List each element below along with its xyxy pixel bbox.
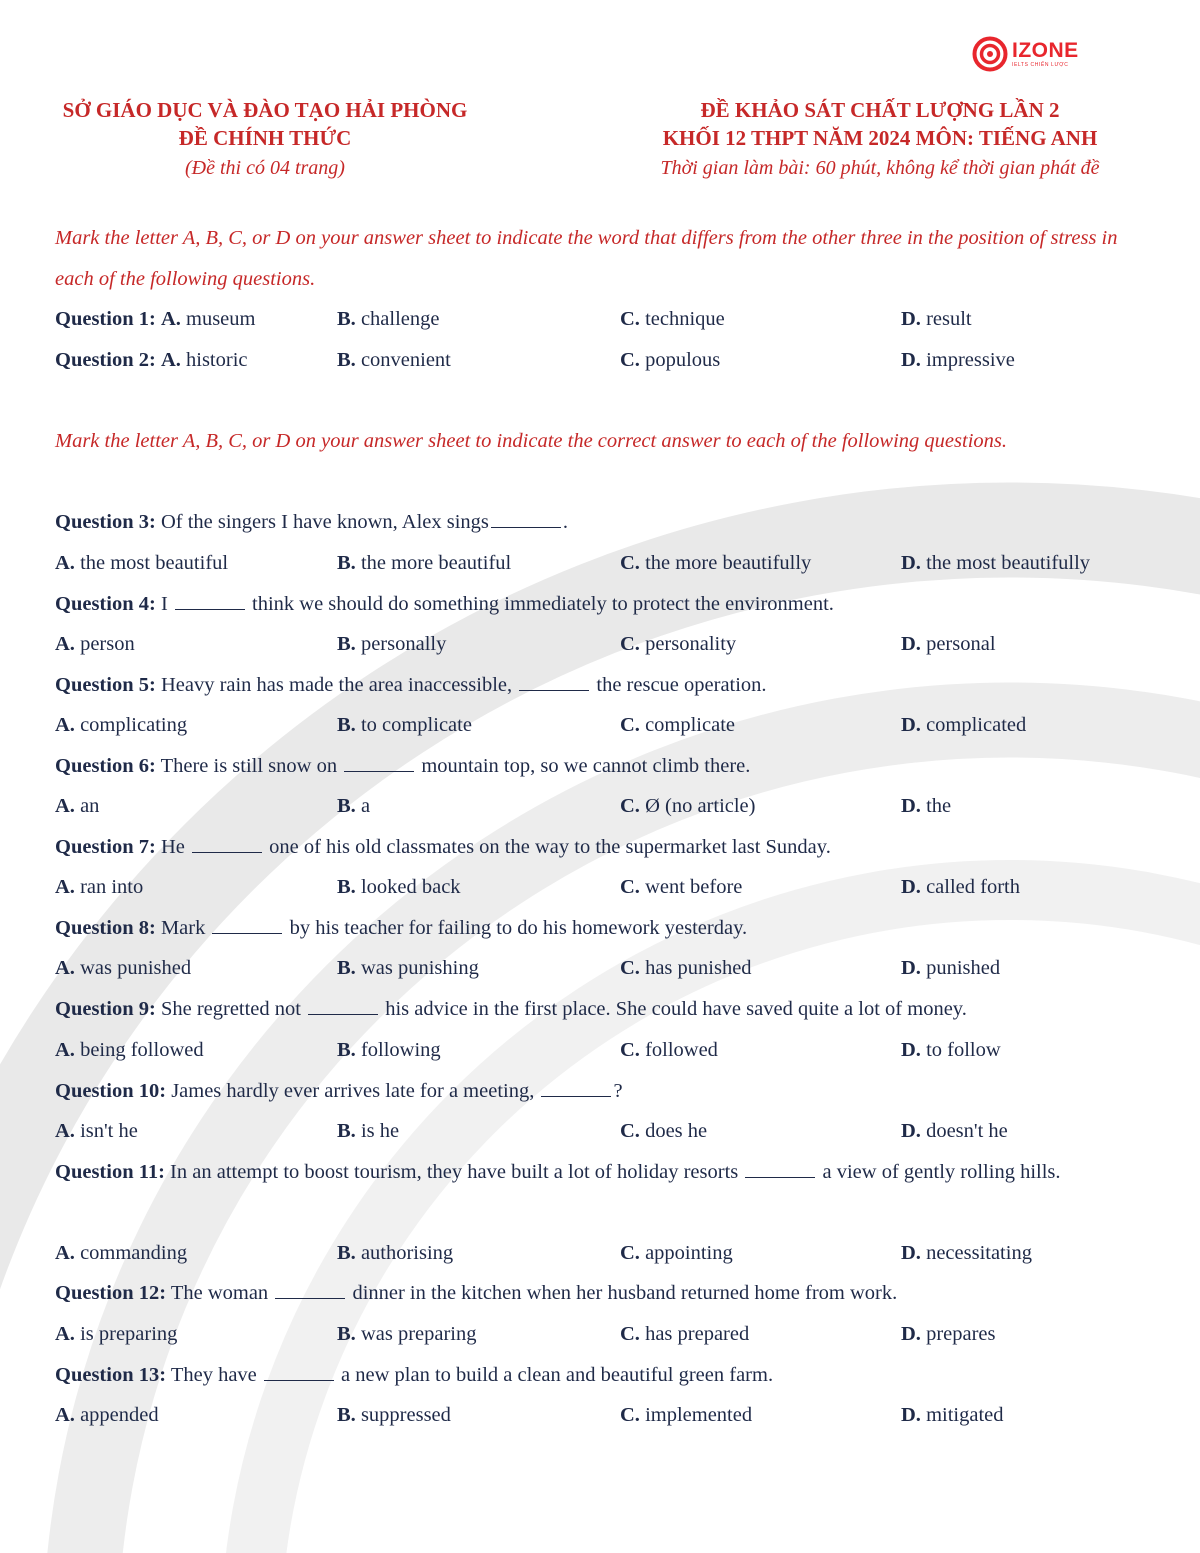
option-b [337, 786, 370, 826]
option-text: complicate [645, 714, 735, 736]
question-stem [55, 746, 1155, 786]
option-text: was punished [80, 957, 192, 979]
option-a [55, 948, 191, 988]
stem-after: a new plan to build a clean and beautiful green farm. [341, 1364, 774, 1386]
option-text: challenge [360, 308, 440, 330]
question-label: Question 1: [55, 308, 156, 330]
answer-blank [264, 1356, 334, 1381]
option-letter: A. [55, 552, 75, 574]
option-letter: D. [901, 552, 921, 574]
option-text: to complicate [360, 714, 472, 736]
stem-after: one of his old classmates on the way to the supermarket last Sunday. [269, 836, 831, 858]
option-text: populous [645, 349, 721, 371]
stem-after: ? [613, 1080, 623, 1102]
option-letter: C. [620, 876, 640, 898]
official-label: ĐỀ CHÍNH THỨC [178, 126, 352, 150]
option-c [620, 543, 811, 583]
option-b [337, 867, 461, 907]
stem-after: his advice in the first place. She could have saved quite a lot of money. [385, 998, 967, 1020]
option-text: appended [80, 1404, 159, 1426]
stem-after: by his teacher for failing to do his homework yesterday. [289, 917, 748, 939]
option-letter: B. [337, 957, 356, 979]
option-letter: B. [337, 714, 356, 736]
option-text: went before [645, 876, 743, 898]
stem-before: They have [170, 1364, 257, 1386]
question-row [55, 340, 1155, 380]
option-text: isn't he [80, 1120, 138, 1142]
question-stem [55, 908, 1155, 948]
answer-blank [275, 1274, 345, 1299]
option-text: doesn't he [926, 1120, 1008, 1142]
option-d [901, 948, 1000, 988]
option-letter: C. [620, 714, 640, 736]
option-a [55, 543, 228, 583]
option-letter: A. [55, 633, 75, 655]
option-d [901, 1030, 1001, 1070]
question-stem [55, 827, 1155, 867]
option-letter: C. [620, 957, 640, 979]
options-row [55, 867, 1155, 907]
question-label: Question 8: [55, 917, 156, 939]
question-label: Question 11: [55, 1161, 165, 1183]
stem-before: I [160, 593, 168, 615]
question-stem [55, 1355, 1155, 1395]
exam-title: ĐỀ KHẢO SÁT CHẤT LƯỢNG LẦN 2 [700, 98, 1060, 122]
option-letter: B. [337, 1242, 356, 1264]
options-row [55, 1395, 1155, 1435]
question-stem [55, 1273, 1155, 1313]
stem-after: a view of gently rolling hills. [822, 1161, 1061, 1183]
option-text: the [926, 795, 952, 817]
option-letter: D. [901, 714, 921, 736]
answer-blank [308, 990, 378, 1015]
option-letter: D. [901, 308, 921, 330]
option-text: a [360, 795, 371, 817]
option-b [337, 948, 479, 988]
option-letter: D. [901, 1404, 921, 1426]
option-d [901, 340, 1015, 380]
option-letter: A. [160, 349, 181, 371]
option-b [337, 624, 446, 664]
question-label: Question 6: [55, 755, 156, 777]
option-text: is he [360, 1120, 400, 1142]
question-label: Question 4: [55, 593, 156, 615]
answer-blank [519, 666, 589, 691]
option-d [901, 786, 951, 826]
option-c [620, 624, 736, 664]
header-right [610, 96, 1150, 184]
option-d [901, 1314, 996, 1354]
stem-after: . [562, 511, 569, 533]
option-b [337, 543, 511, 583]
stem-before: There is still snow on [160, 755, 338, 777]
option-d [901, 705, 1026, 745]
option-letter: A. [55, 795, 75, 817]
option-b [337, 1233, 453, 1273]
option-c [620, 786, 755, 826]
option-letter: D. [901, 795, 921, 817]
question-label: Question 2: [55, 349, 156, 371]
option-text: museum [186, 308, 256, 330]
stem-after: the rescue operation. [596, 674, 767, 696]
option-letter: C. [620, 633, 640, 655]
option-a [55, 705, 187, 745]
option-letter: C. [620, 1242, 640, 1264]
option-text: authorising [360, 1242, 454, 1264]
question-stem [55, 989, 1155, 1029]
option-d [901, 1111, 1008, 1151]
option-b [337, 1314, 477, 1354]
option-b [337, 705, 472, 745]
question-stem [55, 1071, 1155, 1111]
option-letter: A. [55, 1120, 75, 1142]
option-c [620, 867, 742, 907]
option-text: implemented [645, 1404, 753, 1426]
question-stem [55, 584, 1155, 624]
option-d [901, 299, 972, 339]
option-b [337, 1395, 451, 1435]
option-a [55, 786, 99, 826]
option-c [620, 705, 735, 745]
question-label: Question 9: [55, 998, 156, 1020]
option-a [55, 624, 135, 664]
option-text: does he [645, 1120, 708, 1142]
question-stem [55, 1152, 1150, 1233]
question-label: Question 7: [55, 836, 156, 858]
option-text: the most beautifully [926, 552, 1091, 574]
stem-before: The woman [170, 1282, 269, 1304]
option-c [620, 299, 725, 339]
option-text: called forth [926, 876, 1020, 898]
option-text: impressive [926, 349, 1015, 371]
option-text: has punished [645, 957, 752, 979]
option-letter: D. [901, 876, 921, 898]
option-d [901, 543, 1090, 583]
option-text: ran into [80, 876, 144, 898]
option-c [620, 1030, 718, 1070]
option-c [620, 1314, 749, 1354]
option-text: personal [926, 633, 996, 655]
option-text: being followed [80, 1039, 204, 1061]
option-letter: B. [337, 1323, 356, 1345]
option-letter: D. [901, 957, 921, 979]
stem-before: James hardly ever arrives late for a meeting, [171, 1080, 535, 1102]
question-stem [55, 502, 1155, 542]
option-text: result [926, 308, 972, 330]
question-row [55, 299, 1155, 339]
answer-blank [175, 585, 245, 610]
option-b [337, 299, 439, 339]
option-text: an [80, 795, 100, 817]
option-text: the more beautiful [360, 552, 512, 574]
option-text: complicated [926, 714, 1027, 736]
options-row [55, 1314, 1155, 1354]
option-text: has prepared [645, 1323, 750, 1345]
option-letter: A. [55, 1404, 75, 1426]
answer-blank [745, 1153, 815, 1178]
option-c [620, 1395, 752, 1435]
answer-blank [541, 1072, 611, 1097]
stem-before: In an attempt to boost tourism, they have built a lot of holiday resorts [170, 1161, 739, 1183]
option-a [55, 1030, 204, 1070]
option-letter: D. [901, 1323, 921, 1345]
option-letter: A. [55, 1242, 75, 1264]
option-text: technique [645, 308, 725, 330]
option-d [901, 1395, 1004, 1435]
option-letter: A. [55, 957, 75, 979]
question-stem [55, 665, 1155, 705]
answer-blank [491, 503, 561, 528]
option-d [901, 1233, 1032, 1273]
option-text: to follow [926, 1039, 1001, 1061]
stem-after: think we should do something immediately to protect the environment. [252, 593, 834, 615]
option-letter: B. [337, 1120, 356, 1142]
option-letter: A. [55, 1323, 75, 1345]
header-left [30, 96, 500, 184]
option-letter: B. [337, 633, 356, 655]
question-label: Question 12: [55, 1282, 167, 1304]
option-text: personality [645, 633, 737, 655]
option-letter: C. [620, 1404, 640, 1426]
option-letter: B. [337, 1404, 356, 1426]
option-a [55, 1233, 187, 1273]
option-letter: B. [337, 795, 356, 817]
option-text: looked back [360, 876, 461, 898]
stem-before: Mark [160, 917, 206, 939]
option-letter: C. [620, 1039, 640, 1061]
question-label: Question 5: [55, 674, 156, 696]
option-letter: D. [901, 349, 921, 371]
answer-blank [192, 828, 262, 853]
option-a [55, 1111, 138, 1151]
option-text: personally [360, 633, 447, 655]
option-b [337, 1030, 441, 1070]
exam-subject: KHỐI 12 THPT NĂM 2024 MÔN: TIẾNG ANH [662, 126, 1098, 150]
izone-logo [972, 36, 1079, 72]
option-text: was punishing [360, 957, 479, 979]
option-a [55, 1395, 159, 1435]
option-letter: A. [55, 1039, 75, 1061]
option-letter: D. [901, 1039, 921, 1061]
option-d [901, 867, 1020, 907]
option-letter: B. [337, 1039, 356, 1061]
option-text: mitigated [926, 1404, 1004, 1426]
options-row [55, 1111, 1155, 1151]
option-a [55, 1314, 177, 1354]
option-b [337, 1111, 399, 1151]
logo-tagline: IELTS CHIẾN LƯỢC [1012, 62, 1069, 68]
option-letter: A. [55, 876, 75, 898]
option-text: following [360, 1039, 441, 1061]
option-letter: B. [337, 552, 356, 574]
stem-before: Heavy rain has made the area inaccessible, [160, 674, 513, 696]
options-row [55, 624, 1155, 664]
instruction-correct: Mark the letter A, B, C, or D on your answer sheet to indicate the correct answer to each of the following questions. [55, 430, 1007, 452]
option-text: suppressed [360, 1404, 451, 1426]
option-text: complicating [80, 714, 188, 736]
instruction-stress: Mark the letter A, B, C, or D on your answer sheet to indicate the word that differs from the other three in the position of stress in each of the following questions. [55, 227, 1118, 290]
stem-before: She regretted not [160, 998, 301, 1020]
option-text: prepares [926, 1323, 996, 1345]
question-label: Question 3: [55, 511, 156, 533]
option-a [55, 867, 143, 907]
option-letter: B. [337, 308, 356, 330]
option-text: appointing [645, 1242, 733, 1264]
option-b [337, 340, 451, 380]
option-a [55, 340, 248, 380]
option-text: convenient [360, 349, 451, 371]
option-letter: C. [620, 1120, 640, 1142]
option-letter: C. [620, 552, 640, 574]
option-text: Ø (no article) [645, 795, 756, 817]
option-letter: B. [337, 349, 356, 371]
option-text: followed [645, 1039, 718, 1061]
option-text: the more beautifully [645, 552, 812, 574]
department-name: SỞ GIÁO DỤC VÀ ĐÀO TẠO HẢI PHÒNG [62, 98, 468, 122]
options-row [55, 705, 1155, 745]
option-letter: D. [901, 633, 921, 655]
option-letter: D. [901, 1242, 921, 1264]
option-letter: A. [160, 308, 181, 330]
option-c [620, 1233, 733, 1273]
time-note: Thời gian làm bài: 60 phút, không kể thời gian phát đề [660, 157, 1100, 179]
options-row [55, 543, 1155, 583]
page-count-note: (Đề thi có 04 trang) [185, 157, 345, 179]
option-text: is preparing [80, 1323, 178, 1345]
options-row [55, 786, 1155, 826]
option-letter: C. [620, 308, 640, 330]
option-text: necessitating [926, 1242, 1032, 1264]
stem-before: Of the singers I have known, Alex sings [160, 511, 489, 533]
logo-name: IZONE [1012, 39, 1079, 62]
option-c [620, 340, 720, 380]
option-d [901, 624, 996, 664]
option-text: was preparing [360, 1323, 477, 1345]
option-text: the most beautiful [80, 552, 229, 574]
target-logo-icon [972, 36, 1008, 72]
option-text: commanding [80, 1242, 188, 1264]
option-letter: B. [337, 876, 356, 898]
option-letter: C. [620, 795, 640, 817]
option-letter: C. [620, 1323, 640, 1345]
option-letter: A. [55, 714, 75, 736]
question-label: Question 10: [55, 1080, 167, 1102]
option-a [55, 299, 255, 339]
option-text: punished [926, 957, 1001, 979]
stem-before: He [160, 836, 185, 858]
stem-after: dinner in the kitchen when her husband returned home from work. [352, 1282, 898, 1304]
answer-blank [344, 747, 414, 772]
option-letter: C. [620, 349, 640, 371]
option-text: person [80, 633, 135, 655]
stem-after: mountain top, so we cannot climb there. [421, 755, 751, 777]
option-letter: D. [901, 1120, 921, 1142]
option-text: historic [186, 349, 248, 371]
options-row [55, 948, 1155, 988]
answer-blank [212, 909, 282, 934]
options-row [55, 1030, 1155, 1070]
options-row [55, 1233, 1155, 1273]
option-c [620, 1111, 707, 1151]
question-label: Question 13: [55, 1364, 167, 1386]
option-c [620, 948, 752, 988]
